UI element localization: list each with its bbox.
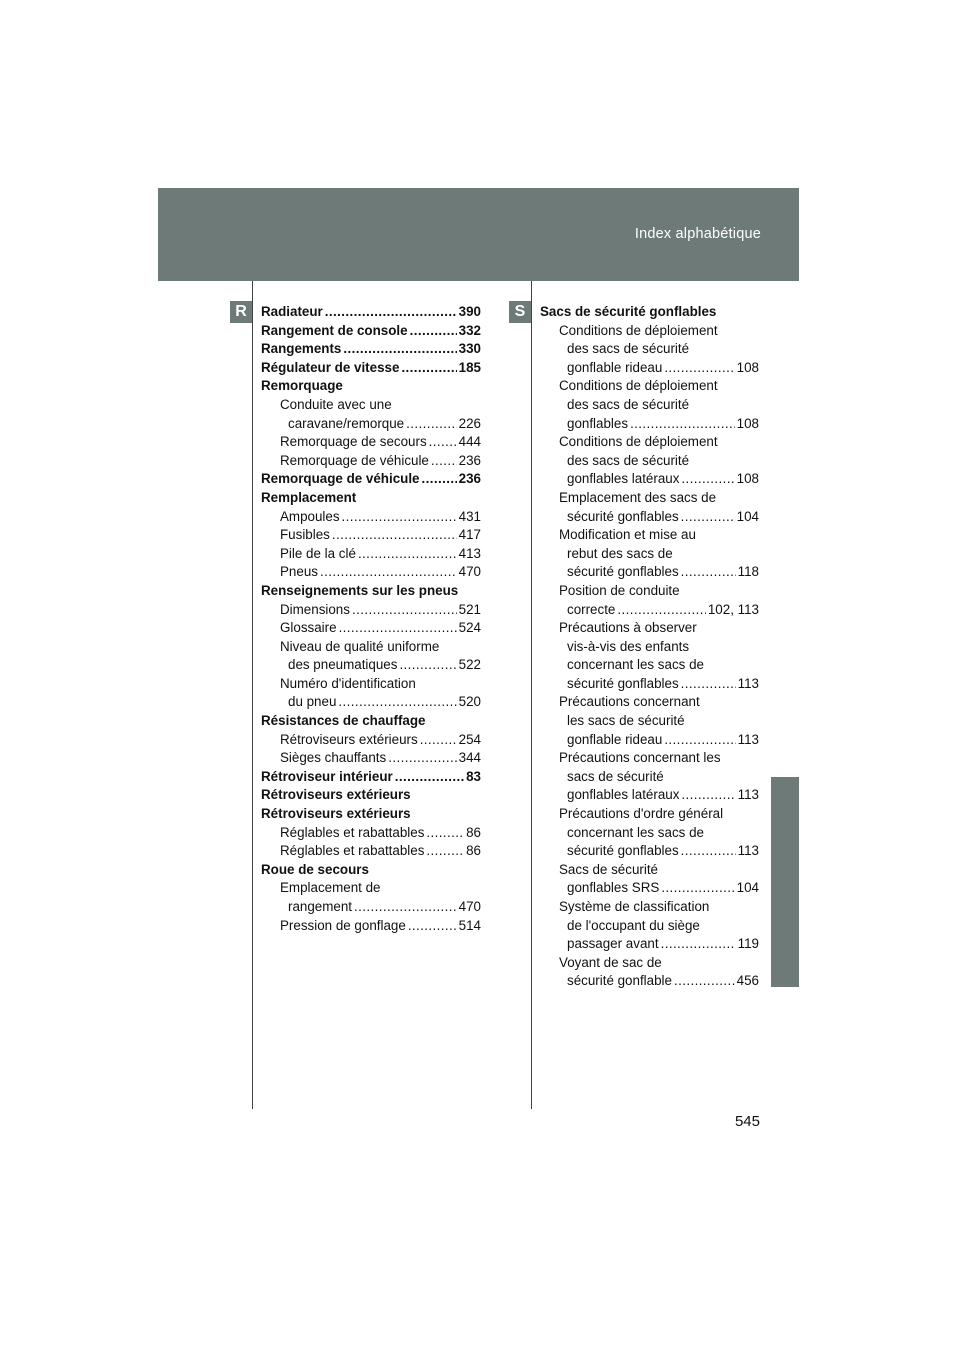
index-entry: [261, 619, 481, 638]
entry-text: Conditions de déploiement: [559, 378, 718, 394]
entry-page: 524: [458, 620, 481, 636]
dot-leader: [354, 898, 457, 917]
index-entry: [540, 433, 759, 452]
index-entry: [540, 638, 759, 657]
entry-text: Remplacement: [261, 489, 357, 505]
dot-leader: [681, 842, 736, 861]
entry-page: 413: [458, 545, 481, 561]
entry-page: 514: [458, 917, 481, 933]
index-entry: [261, 489, 481, 508]
side-thumb-tab: [771, 777, 799, 987]
dot-leader: [325, 303, 457, 322]
index-entry: [540, 601, 759, 620]
index-entry: [540, 415, 759, 434]
index-entry: [540, 712, 759, 731]
entry-page: 113: [737, 787, 759, 803]
index-entry: [540, 842, 759, 861]
entry-page: 520: [458, 694, 481, 710]
entry-page: 113: [737, 731, 759, 747]
index-entry: [261, 396, 481, 415]
entry-text: de l'occupant du siège: [567, 917, 700, 933]
index-entry: [261, 861, 481, 880]
entry-text: Remorquage de véhicule: [280, 452, 429, 468]
entry-text: caravane/remorque: [288, 415, 405, 431]
entry-text: Conditions de déploiement: [559, 322, 718, 338]
index-entry: [540, 768, 759, 787]
entry-text: du pneu: [288, 694, 337, 710]
entry-text: des sacs de sécurité: [567, 341, 690, 357]
entry-text: Pneus: [280, 564, 318, 580]
entry-text: Remorquage de secours: [280, 434, 427, 450]
entry-text: sécurité gonflable: [567, 973, 672, 989]
entry-page: 254: [458, 731, 481, 747]
entry-text: Régulateur de vitesse: [261, 359, 400, 375]
entry-text: Emplacement de: [280, 880, 381, 896]
entry-text: Dimensions: [280, 601, 350, 617]
entry-text: Conditions de déploiement: [559, 434, 718, 450]
dot-leader: [406, 415, 457, 434]
dot-leader: [664, 731, 735, 750]
entry-text: sacs de sécurité: [567, 768, 664, 784]
entry-text: Rangements: [261, 341, 342, 357]
dot-leader: [426, 824, 464, 843]
index-entry: [540, 675, 759, 694]
entry-text: Remorquage de véhicule: [261, 471, 420, 487]
entry-text: Remorquage: [261, 378, 343, 394]
index-entry: [261, 526, 481, 545]
index-column-s: [540, 303, 759, 991]
entry-text: Sacs de sécurité gonflables: [540, 304, 717, 319]
dot-leader: [342, 508, 457, 527]
entry-text: des sacs de sécurité: [567, 396, 690, 412]
entry-text: concernant les sacs de: [567, 824, 704, 840]
page-number: 545: [734, 1113, 760, 1130]
dot-leader: [410, 322, 457, 341]
entry-page: 104: [736, 880, 759, 896]
index-entry: [540, 619, 759, 638]
dot-leader: [352, 601, 457, 620]
entry-page: 521: [458, 601, 481, 617]
entry-page: 470: [458, 899, 481, 914]
index-entry: [540, 693, 759, 712]
index-entry: [540, 340, 759, 359]
index-entry: [261, 824, 481, 843]
dot-leader: [332, 526, 457, 545]
entry-text: sécurité gonflables: [567, 564, 679, 580]
entry-text: correcte: [567, 601, 616, 617]
entry-page: 344: [458, 750, 481, 766]
index-entry: [540, 972, 759, 991]
entry-page: 119: [737, 936, 759, 952]
index-entry: [540, 935, 759, 954]
entry-text: Rétroviseurs extérieurs: [261, 787, 411, 803]
section-letter-r: R: [230, 301, 252, 323]
entry-text: Rangement de console: [261, 322, 408, 338]
index-entry: [540, 861, 759, 880]
index-entry: [540, 898, 759, 917]
entry-page: 236: [458, 471, 481, 487]
entry-page: 522: [458, 657, 481, 673]
index-entry: [261, 359, 481, 378]
entry-text: gonflable rideau: [567, 359, 663, 375]
dot-leader: [681, 508, 735, 527]
dot-leader: [388, 749, 456, 768]
entry-text: Modification et mise au: [559, 527, 696, 543]
index-entry: [261, 656, 481, 675]
entry-text: Rétroviseurs extérieurs: [261, 806, 411, 822]
index-entry: [540, 805, 759, 824]
index-entry: [261, 898, 481, 917]
dot-leader: [661, 935, 736, 954]
dot-leader: [408, 917, 457, 936]
header-band: [158, 188, 799, 281]
index-entry: [261, 508, 481, 527]
entry-text: Système de classification: [559, 899, 710, 914]
index-entry: [261, 340, 481, 359]
entry-text: Ampoules: [280, 508, 340, 524]
entry-text: Réglables et rabattables: [280, 843, 425, 859]
index-entry: [261, 470, 481, 489]
entry-page: 417: [458, 527, 481, 543]
index-entry: [540, 824, 759, 843]
entry-page: 236: [458, 452, 481, 468]
dot-leader: [681, 470, 734, 489]
index-entry: [540, 582, 759, 601]
entry-text: Roue de secours: [261, 861, 369, 877]
dot-leader: [617, 601, 705, 620]
entry-text: sécurité gonflables: [567, 675, 679, 691]
entry-text: rebut des sacs de: [567, 545, 673, 561]
entry-page: 113: [737, 675, 759, 691]
index-entry: [261, 563, 481, 582]
index-entry: [540, 508, 759, 527]
entry-text: Conduite avec une: [280, 396, 392, 412]
index-entry: [261, 545, 481, 564]
entry-text: gonflable rideau: [567, 731, 663, 747]
entry-page: 108: [736, 471, 759, 487]
column-divider-left: [252, 281, 253, 1109]
entry-text: Position de conduite: [559, 582, 680, 598]
entry-text: rangement: [288, 899, 353, 914]
index-entry: [261, 749, 481, 768]
entry-text: concernant les sacs de: [567, 657, 704, 673]
entry-page: 470: [458, 564, 481, 580]
section-letter-s: S: [509, 301, 531, 323]
index-entry: [261, 731, 481, 750]
index-entry: [540, 954, 759, 973]
entry-text: gonflables latéraux: [567, 471, 680, 487]
index-entry: [261, 768, 481, 787]
dot-leader: [339, 619, 457, 638]
entry-text: Rétroviseurs extérieurs: [280, 731, 418, 747]
dot-leader: [343, 340, 456, 359]
entry-text: des sacs de sécurité: [567, 452, 690, 468]
entry-text: Résistances de chauffage: [261, 713, 426, 729]
dot-leader: [358, 545, 457, 564]
dot-leader: [681, 786, 735, 805]
index-entry: [261, 582, 481, 601]
dot-leader: [630, 415, 735, 434]
entry-page: 118: [737, 564, 759, 580]
entry-page: 185: [458, 359, 481, 375]
index-entry: [261, 303, 481, 322]
entry-text: Glossaire: [280, 620, 337, 636]
entry-text: Pression de gonflage: [280, 917, 406, 933]
entry-text: Radiateur: [261, 304, 323, 319]
index-entry: [540, 303, 759, 322]
index-entry: [540, 563, 759, 582]
index-entry: [261, 377, 481, 396]
entry-text: Renseignements sur les pneus: [261, 582, 459, 598]
entry-page: 330: [458, 341, 481, 357]
entry-page: 108: [736, 415, 759, 431]
index-entry: [261, 879, 481, 898]
index-entry: [540, 526, 759, 545]
index-entry: [261, 601, 481, 620]
index-entry: [261, 452, 481, 471]
entry-page: 444: [458, 434, 481, 450]
dot-leader: [320, 563, 457, 582]
entry-text: Réglables et rabattables: [280, 824, 425, 840]
index-entry: [540, 359, 759, 378]
entry-page: 431: [458, 508, 481, 524]
entry-text: vis-à-vis des enfants: [567, 638, 690, 654]
entry-text: Précautions à observer: [559, 620, 697, 636]
entry-text: gonflables latéraux: [567, 787, 680, 803]
index-entry: [261, 786, 481, 805]
index-entry: [540, 656, 759, 675]
entry-page: 332: [458, 322, 481, 338]
dot-leader: [420, 731, 457, 750]
page-title: Index alphabétique: [634, 226, 761, 242]
entry-page: 390: [458, 304, 481, 319]
index-entry: [540, 470, 759, 489]
dot-leader: [338, 693, 456, 712]
entry-page: 83: [466, 768, 481, 784]
index-entry: [261, 675, 481, 694]
dot-leader: [395, 768, 464, 787]
entry-page: 104: [736, 508, 759, 524]
index-entry: [540, 917, 759, 936]
index-entry: [540, 879, 759, 898]
index-entry: [261, 917, 481, 936]
index-entry: [540, 377, 759, 396]
entry-text: sécurité gonflables: [567, 843, 679, 859]
index-entry: [540, 786, 759, 805]
dot-leader: [426, 842, 464, 861]
entry-text: Voyant de sac de: [559, 954, 662, 970]
entry-page: 86: [466, 843, 481, 859]
index-entry: [540, 731, 759, 750]
entry-text: gonflables: [567, 415, 629, 431]
dot-leader: [399, 656, 456, 675]
entry-text: les sacs de sécurité: [567, 713, 685, 729]
index-entry: [261, 638, 481, 657]
dot-leader: [661, 879, 734, 898]
entry-text: Précautions concernant: [559, 694, 700, 710]
index-entry: [261, 805, 481, 824]
index-entry: [540, 452, 759, 471]
entry-text: Sacs de sécurité: [559, 861, 658, 877]
index-entry: [261, 693, 481, 712]
entry-text: passager avant: [567, 936, 659, 952]
entry-text: sécurité gonflables: [567, 508, 679, 524]
dot-leader: [429, 433, 457, 452]
dot-leader: [422, 470, 457, 489]
dot-leader: [681, 563, 736, 582]
dot-leader: [431, 452, 457, 471]
entry-text: gonflables SRS: [567, 880, 660, 896]
entry-text: Pile de la clé: [280, 545, 356, 561]
dot-leader: [681, 675, 736, 694]
dot-leader: [401, 359, 456, 378]
entry-page: 226: [458, 415, 481, 431]
entry-text: Fusibles: [280, 527, 330, 543]
index-entry: [261, 433, 481, 452]
dot-leader: [674, 972, 735, 991]
index-entry: [540, 489, 759, 508]
entry-text: Numéro d'identification: [280, 675, 416, 691]
column-divider-right: [531, 281, 532, 1109]
index-entry: [540, 322, 759, 341]
entry-text: Sièges chauffants: [280, 750, 387, 766]
entry-page: 86: [466, 824, 481, 840]
index-entry: [261, 415, 481, 434]
entry-text: Précautions concernant les: [559, 750, 721, 766]
index-entry: [540, 749, 759, 768]
entry-page: 102, 113: [707, 601, 759, 617]
index-entry: [261, 322, 481, 341]
index-column-r: [261, 303, 481, 935]
index-entry: [261, 712, 481, 731]
entry-text: Emplacement des sacs de: [559, 489, 717, 505]
dot-leader: [664, 359, 734, 378]
entry-text: Précautions d'ordre général: [559, 806, 724, 822]
entry-text: Niveau de qualité uniforme: [280, 638, 440, 654]
index-entry: [540, 545, 759, 564]
entry-page: 456: [736, 973, 759, 989]
entry-page: 108: [736, 359, 759, 375]
index-entry: [540, 396, 759, 415]
entry-page: 113: [737, 843, 759, 859]
entry-text: des pneumatiques: [288, 657, 398, 673]
entry-text: Rétroviseur intérieur: [261, 768, 393, 784]
index-entry: [261, 842, 481, 861]
